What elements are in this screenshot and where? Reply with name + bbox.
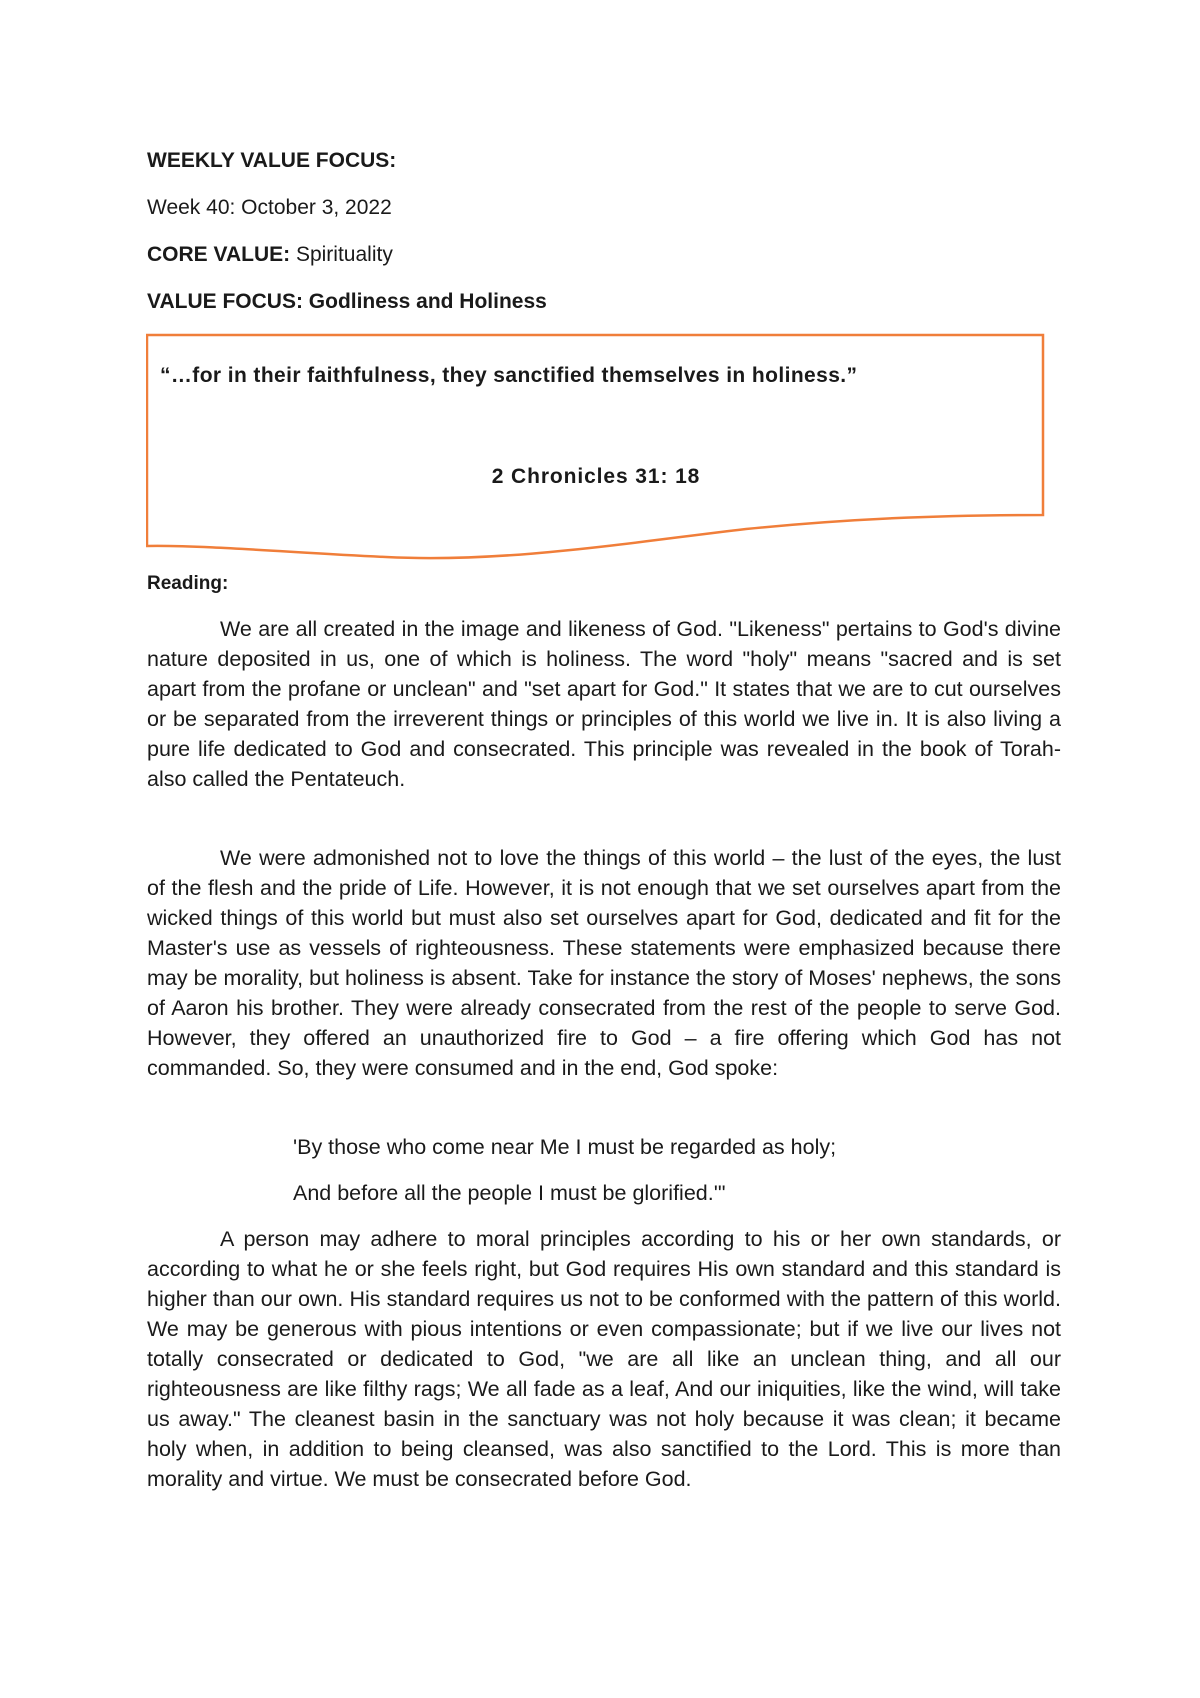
core-value-label: CORE VALUE: — [147, 243, 291, 266]
reading-paragraph-1 — [147, 614, 1061, 794]
week-date: Week 40: October 3, 2022 — [147, 196, 392, 219]
core-value: Spirituality — [290, 243, 393, 266]
reading-label: Reading: — [147, 573, 229, 594]
value-focus-line: VALUE FOCUS: Godliness and Holiness — [147, 290, 547, 313]
core-value-line — [147, 242, 393, 268]
reading-paragraph-2 — [147, 843, 1061, 1083]
paragraph-text: A person may adhere to moral principles according to his or her own standards, or according to what he or she feels right, but God requires His own standard and this standard is higher than our own. His standard requires us not to be conformed with the pattern of this world. We may be generous with pious intentions or even compassionate; but if we live our lives not totally consecrated or dedicated to God, "we are all like an unclean thing, and all our righteousness are like filthy rags; We all fade as a leaf, And our iniquities, like the wind, will take us away." The cleanest basin in the sanctuary was not holy because it was clean; it became holy when, in addition to being cleansed, was also sanctified to the Lord. This is more than morality and virtue. We must be consecrated before God. — [147, 1227, 1061, 1491]
bible-reference: 2 Chronicles 31: 18 — [491, 465, 701, 488]
bible-quote: “…for in their faithfulness, they sanctified themselves in holiness.” — [160, 364, 858, 387]
verse-line-2: And before all the people I must be glorified.'" — [293, 1181, 726, 1205]
weekly-value-focus-title: WEEKLY VALUE FOCUS: — [147, 149, 397, 172]
verse-line-1: 'By those who come near Me I must be regarded as holy; — [293, 1135, 837, 1159]
paragraph-text: We are all created in the image and likeness of God. "Likeness" pertains to God's divine nature deposited in us, one of which is holiness. The word "holy" means "sacred and is set apart from the profane or unclean" and "set apart for God." It states that we are to cut ourselves or be separated from the irreverent things or principles of this world we live in. It is also living a pure life dedicated to God and consecrated. This principle was revealed in the book of Torah-also called the Pentateuch. — [147, 617, 1061, 791]
reading-paragraph-3 — [147, 1224, 1061, 1494]
paragraph-text: We were admonished not to love the things of this world – the lust of the eyes, the lust of the flesh and the pride of Life. However, it is not enough that we set ourselves apart from the wicked things of this world but must also set ourselves apart for God, dedicated and fit for the Master's use as vessels of righteousness. These statements were emphasized because there may be morality, but holiness is absent. Take for instance the story of Moses' nephews, the sons of Aaron his brother. They were already consecrated from the rest of the people to serve God. However, they offered an unauthorized fire to God – a fire offering which God has not commanded. So, they were consumed and in the end, God spoke: — [147, 846, 1061, 1080]
